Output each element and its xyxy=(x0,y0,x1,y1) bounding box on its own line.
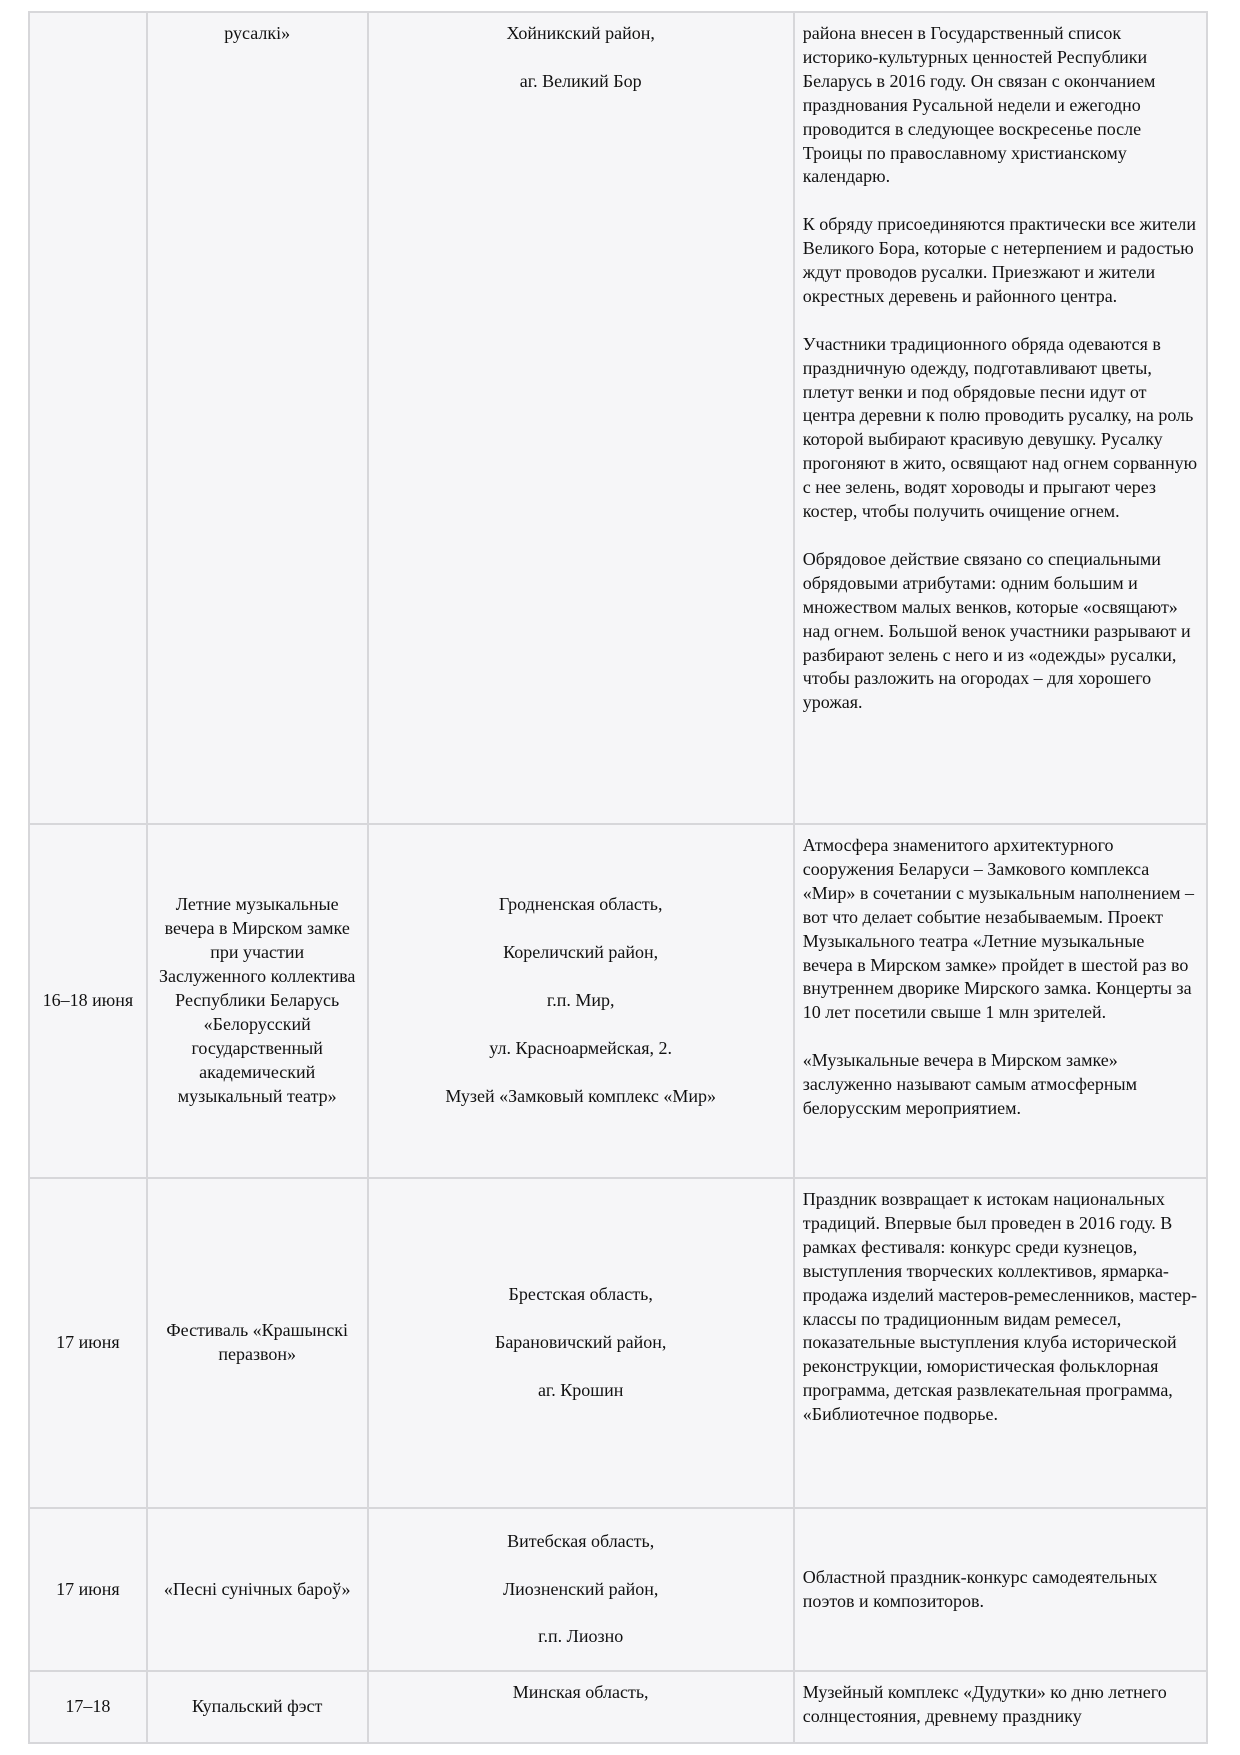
event-description-cell xyxy=(794,12,1207,824)
event-name-cell xyxy=(147,824,368,1178)
table-row xyxy=(29,1508,1207,1671)
event-date-cell xyxy=(29,1671,147,1743)
table-row xyxy=(29,1671,1207,1743)
event-name-cell xyxy=(147,1178,368,1508)
event-name-cell xyxy=(147,12,368,824)
place-line: Минская область, xyxy=(512,1682,649,1702)
place-line: Лиозненский район, xyxy=(502,1578,659,1599)
event-description-cell xyxy=(794,1178,1207,1508)
description-paragraph: Праздник возвращает к истокам национальных традиций. Впервые был проведен в 2016 году. В рамках фестиваля: конкурс среди кузнецов, выступления творческих коллективов, ярмарка-продажа изделий мастеров-ремесленников, мастер-классы по традиционным видам ремесел, показательные выступления клуба исторической реконструкции, юмористическая фольклорная программа, детская развлекательная программа, «Библиотечное подворье. xyxy=(802,1189,1197,1425)
place-line: аг. Великий Бор xyxy=(519,70,642,91)
description-paragraph: К обряду присоединяются практически все жители Великого Бора, которые с нетерпением и радостью ждут проводов русалки. Приезжают и жители окрестных деревень и районного центра. xyxy=(802,214,1196,306)
place-line: Витебская область, xyxy=(507,1530,655,1551)
event-date-cell xyxy=(29,12,147,824)
description-paragraph: Обрядовое действие связано со специальными обрядовыми атрибутами: одним большим и множеством малых венков, которые «освящают» над огнем. Большой венок участники разрывают и разбирают зелень с него и из «одежды» русалки, чтобы разложить на огородах – для хорошего урожая. xyxy=(802,548,1191,713)
event-name-cell xyxy=(147,1508,368,1671)
event-date-cell xyxy=(29,1508,147,1671)
place-line: Хойникский район, xyxy=(506,23,655,43)
description-paragraph: Музейный комплекс «Дудутки» ко дню летнего солнцестояния, древнему празднику xyxy=(802,1682,1167,1726)
description-paragraph: «Музыкальные вечера в Мирском замке» заслуженно называют самым атмосферным белорусским мероприятием. xyxy=(802,1050,1137,1118)
place-line: Брестская область, xyxy=(508,1284,653,1305)
event-name: Фестиваль «Крашынскі перазвон» xyxy=(166,1320,348,1364)
event-description-cell xyxy=(794,824,1207,1178)
event-name: Купальский фэст xyxy=(192,1696,323,1717)
place-line: г.п. Мир, xyxy=(546,990,615,1011)
event-description-cell xyxy=(794,1508,1207,1671)
place-line: Барановичский район, xyxy=(494,1332,667,1353)
event-name-cell xyxy=(147,1671,368,1743)
events-table xyxy=(28,11,1208,1744)
event-place-cell xyxy=(368,1671,794,1743)
event-date: 17 июня xyxy=(56,1332,120,1353)
description-paragraph: Областной праздник-конкурс самодеятельных поэтов и композиторов. xyxy=(802,1566,1158,1611)
place-line: Гродненская область, xyxy=(498,894,663,915)
table-row xyxy=(29,12,1207,824)
event-place-cell xyxy=(368,1178,794,1508)
event-name: русалкі» xyxy=(224,23,291,43)
place-line: ул. Красноармейская, 2. xyxy=(489,1037,673,1058)
event-place-cell xyxy=(368,1508,794,1671)
description-paragraph: Участники традиционного обряда одеваются в праздничную одежду, подготавливают цветы, плетут венки и под обрядовые песни идут от центра деревни к полю проводить русалку, на роль которой выбирают красивую девушку. Русалку прогоняют в жито, освящают над огнем сорванную с нее зелень, водят хороводы и прыгают через костер, чтобы получить очищение огнем. xyxy=(802,333,1198,522)
place-line: Кореличский район, xyxy=(503,942,659,963)
event-place-cell xyxy=(368,12,794,824)
place-line: аг. Крошин xyxy=(537,1379,624,1400)
place-line: Музей «Замковый комплекс «Мир» xyxy=(445,1085,716,1106)
place-line: г.п. Лиозно xyxy=(538,1626,624,1647)
event-place-cell xyxy=(368,824,794,1178)
description-paragraph: Атмосфера знаменитого архитектурного сооружения Беларуси – Замкового комплекса «Мир» в сочетании с музыкальным наполнением – вот что делает событие незабываемым. Проект Музыкального театра «Летние музыкальные вечера в Мирском замке» пройдет в шестой раз во внутреннем дворике Мирского замка. Концерты за 10 лет посетили свыше 1 млн зрителей. xyxy=(802,835,1194,1023)
event-date: 17 июня xyxy=(56,1578,120,1599)
table-row xyxy=(29,1178,1207,1508)
event-date-cell xyxy=(29,1178,147,1508)
table-row xyxy=(29,824,1207,1178)
event-name: «Песні сунічных бароў» xyxy=(163,1578,351,1599)
event-date: 17–18 xyxy=(65,1696,111,1717)
event-date-cell xyxy=(29,824,147,1178)
description-paragraph: района внесен в Государственный список историко-культурных ценностей Республики Беларусь в 2016 году. Он связан с окончанием празднования Русальной недели и ежегодно проводится в следующее воскресенье после Троицы по православному христианскому календарю. xyxy=(802,23,1156,187)
event-description-cell xyxy=(794,1671,1207,1743)
event-name: Летние музыкальные вечера в Мирском замке при участии Заслуженного коллектива Республики Беларусь «Белорусский государственный академический музыкальный театр» xyxy=(158,894,356,1106)
event-date: 16–18 июня xyxy=(42,990,134,1011)
